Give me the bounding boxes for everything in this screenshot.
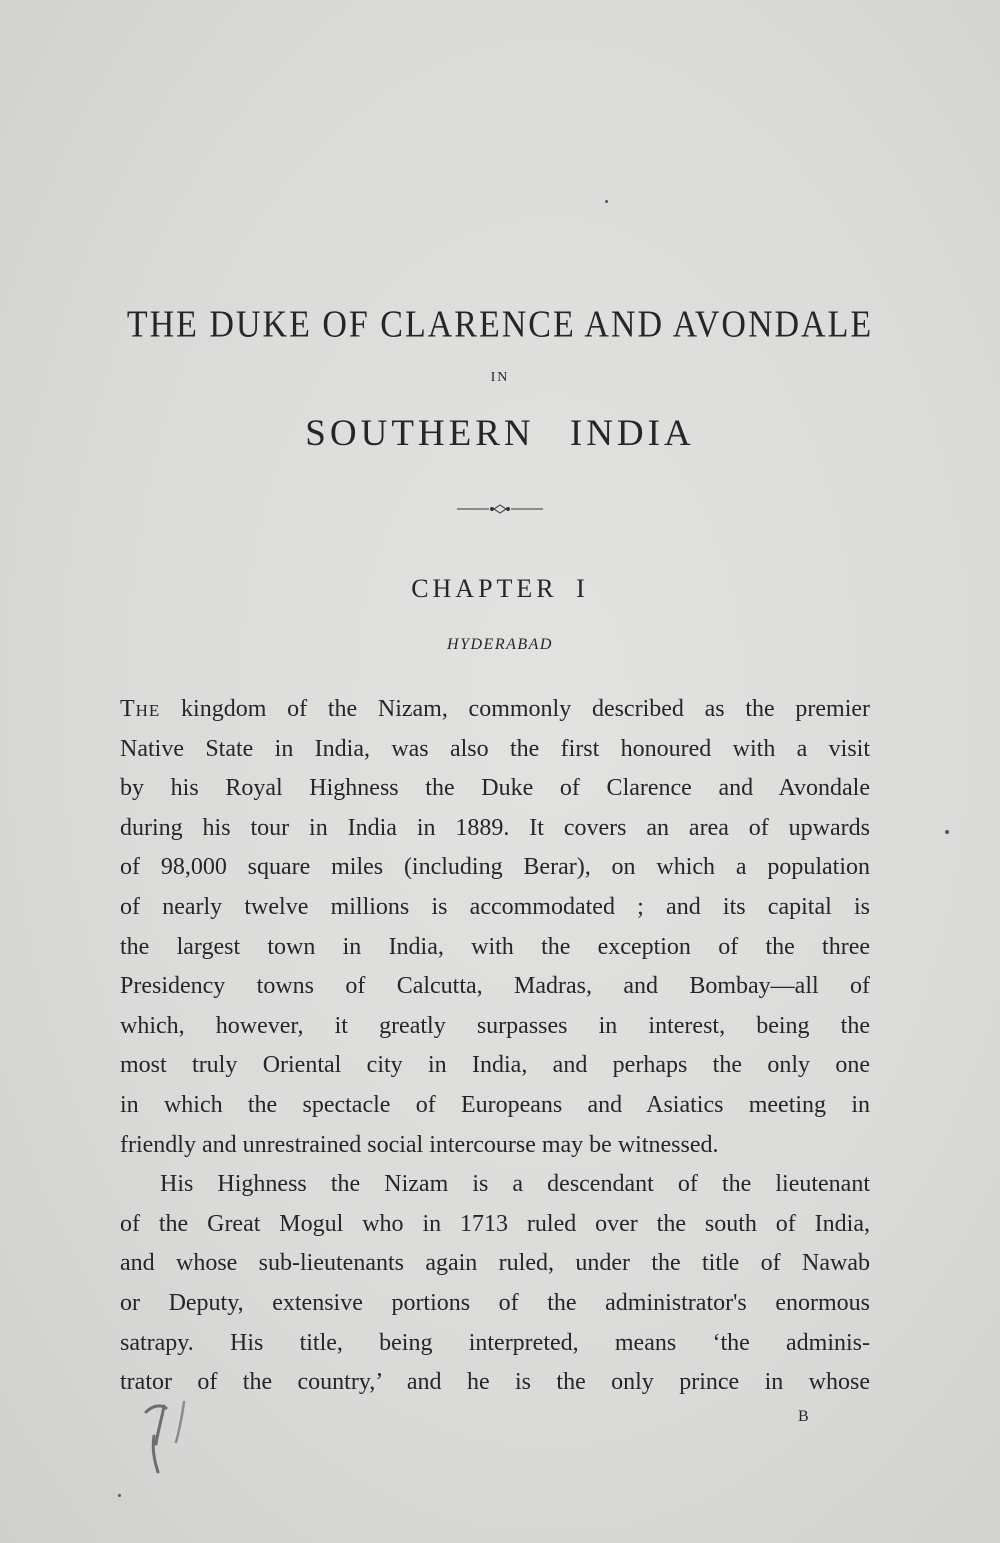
text-line: which, however, it greatly surpasses in interest, being the [120,1012,870,1039]
text-line: satrapy. His title, being interpreted, means ‘the adminis- [120,1329,870,1356]
text-line: of the Great Mogul who in 1713 ruled over the south of India, [120,1210,870,1237]
text-line: His Highness the Nizam is a descendant of the lieutenant [160,1171,870,1198]
speck [605,200,608,203]
body-text [120,690,870,1403]
text-line: the largest town in India, with the exception of the three [120,933,870,960]
text-line: of 98,000 square miles (including Berar), on which a population [120,854,870,881]
text-line: and whose sub-lieutenants again ruled, under the title of Nawab [120,1250,870,1277]
text-line: Native State in India, was also the first honoured with a visit [120,735,870,762]
text-line-content: kingdom of the Nizam, commonly described as the premier [160,696,870,722]
text-line: friendly and unrestrained social intercourse may be witnessed. [120,1131,719,1158]
text-line: during his tour in India in 1889. It covers an area of upwards [120,814,870,841]
text-line: trator of the country,’ and he is the only prince in whose [120,1369,870,1396]
text-line: in which the spectacle of Europeans and Asiatics meeting in [120,1091,870,1118]
ornament-divider-icon [455,502,545,514]
signature-mark: B [798,1408,810,1425]
book-subtitle: SOUTHERN INDIA [305,413,695,454]
text-line: of nearly twelve millions is accommodated ; and its capital is [120,893,870,920]
text-line: Presidency towns of Calcutta, Madras, and Bombay—all of [120,973,870,1000]
text-line [120,690,870,730]
handwritten-mark-icon [140,1392,210,1482]
speck [118,1494,121,1497]
book-title: THE DUKE OF CLARENCE AND AVONDALE [126,304,874,346]
text-line: most truly Oriental city in India, and perhaps the only one [120,1052,870,1079]
chapter-heading: CHAPTER I [411,574,589,603]
speck [945,830,949,834]
text-line: or Deputy, extensive portions of the administrator's enormous [120,1289,870,1316]
text-line: by his Royal Highness the Duke of Clarence and Avondale [120,775,870,802]
chapter-subtitle: HYDERABAD [447,636,553,653]
opening-word: The [120,696,161,722]
title-connector: IN [490,370,510,385]
